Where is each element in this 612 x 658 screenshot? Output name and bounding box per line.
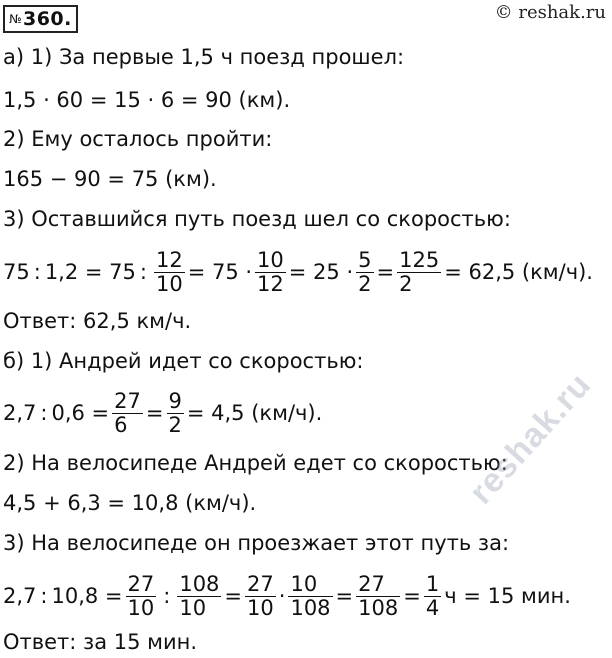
- part-a-step3: 3) Оставшийся путь поезд шел со скоростью:: [3, 207, 511, 231]
- part-a-calc2: 165 − 90 = 75 (км).: [3, 167, 217, 191]
- part-b-step1: б) 1) Андрей идет со скоростью:: [3, 349, 364, 373]
- eq-result: = 62,5 (км/ч).: [444, 260, 593, 284]
- fraction: [177, 573, 221, 620]
- eq-result: = 4,5 (км/ч).: [186, 401, 323, 425]
- fraction: [245, 573, 276, 620]
- fraction: [154, 249, 185, 296]
- number-sign: №: [9, 12, 22, 26]
- denominator: 6: [114, 412, 128, 437]
- part-a-step2: 2) Ему осталось пройти:: [3, 127, 273, 151]
- denominator: 12: [257, 271, 284, 296]
- eq-colon: :: [40, 401, 48, 425]
- denominator: 2: [399, 271, 413, 296]
- numerator: 12: [155, 247, 183, 272]
- numerator: 27: [127, 571, 155, 596]
- eq-term: 2,7: [3, 401, 37, 425]
- eq-term: =: [224, 584, 243, 608]
- numerator: 5: [358, 247, 372, 272]
- fraction: [356, 573, 400, 620]
- fraction: [112, 390, 143, 437]
- denominator: 10: [247, 595, 274, 620]
- fraction: [356, 249, 373, 296]
- eq-term: =: [376, 260, 395, 284]
- part-a-step1: а) 1) За первые 1,5 ч поезд прошел:: [3, 45, 405, 69]
- fraction: [288, 573, 332, 620]
- site-copyright: © reshak.ru: [494, 2, 606, 23]
- eq-term: =: [335, 584, 354, 608]
- denominator: 10: [179, 595, 207, 620]
- part-b-calc2: 4,5 + 6,3 = 10,8 (км/ч).: [3, 491, 257, 515]
- part-a-answer: Ответ: 62,5 км/ч.: [3, 309, 192, 333]
- eq-term: ·: [278, 584, 286, 608]
- eq-colon: :: [33, 260, 41, 284]
- numerator: 125: [399, 247, 440, 272]
- part-b-answer: Ответ: за 15 мин.: [3, 630, 198, 654]
- eq-term: = 25 ·: [288, 260, 354, 284]
- watermark-text: reshak.ru: [462, 365, 599, 512]
- eq-term: =: [145, 401, 164, 425]
- eq-term: 75: [3, 260, 30, 284]
- denominator: 4: [425, 595, 440, 620]
- numerator: 108: [179, 571, 220, 596]
- eq-colon: :: [40, 584, 48, 608]
- problem-number-badge: [3, 5, 78, 33]
- part-b-step2: 2) На велосипеде Андрей едет со скоростью:: [3, 451, 508, 475]
- eq-result: ч = 15 мин.: [444, 584, 571, 608]
- fraction: [126, 573, 157, 620]
- eq-colon: :: [163, 584, 171, 608]
- eq-term: =: [403, 584, 421, 608]
- denominator: 2: [358, 271, 372, 296]
- eq-term: = 75 ·: [187, 260, 253, 284]
- denominator: 108: [358, 595, 399, 620]
- eq-colon: :: [139, 260, 147, 284]
- denominator: 10: [127, 595, 155, 620]
- problem-number: 360.: [22, 8, 72, 30]
- denominator: 10: [155, 271, 183, 296]
- numerator: 10: [257, 247, 284, 272]
- numerator: 27: [358, 571, 385, 596]
- numerator: 10: [290, 571, 318, 596]
- denominator: 2: [168, 412, 182, 437]
- part-b-speed-equation: [3, 385, 322, 441]
- eq-term: 10,8 =: [51, 584, 123, 608]
- fraction: [255, 249, 286, 296]
- part-b-time-equation: [3, 568, 571, 624]
- part-a-calc1: 1,5 · 60 = 15 · 6 = 90 (км).: [3, 88, 291, 112]
- eq-term: 0,6 =: [51, 401, 110, 425]
- numerator: 27: [247, 571, 274, 596]
- numerator: 1: [425, 571, 440, 596]
- numerator: 27: [114, 388, 141, 413]
- numerator: 9: [168, 388, 182, 413]
- part-a-speed-equation: [3, 244, 593, 300]
- fraction: [424, 573, 441, 620]
- eq-term: 2,7: [3, 584, 37, 608]
- fraction: [167, 390, 184, 437]
- eq-term: 1,2 = 75: [44, 260, 136, 284]
- part-b-step3: 3) На велосипеде он проезжает этот путь за:: [3, 531, 510, 555]
- denominator: 108: [290, 595, 331, 620]
- fraction: [397, 249, 441, 296]
